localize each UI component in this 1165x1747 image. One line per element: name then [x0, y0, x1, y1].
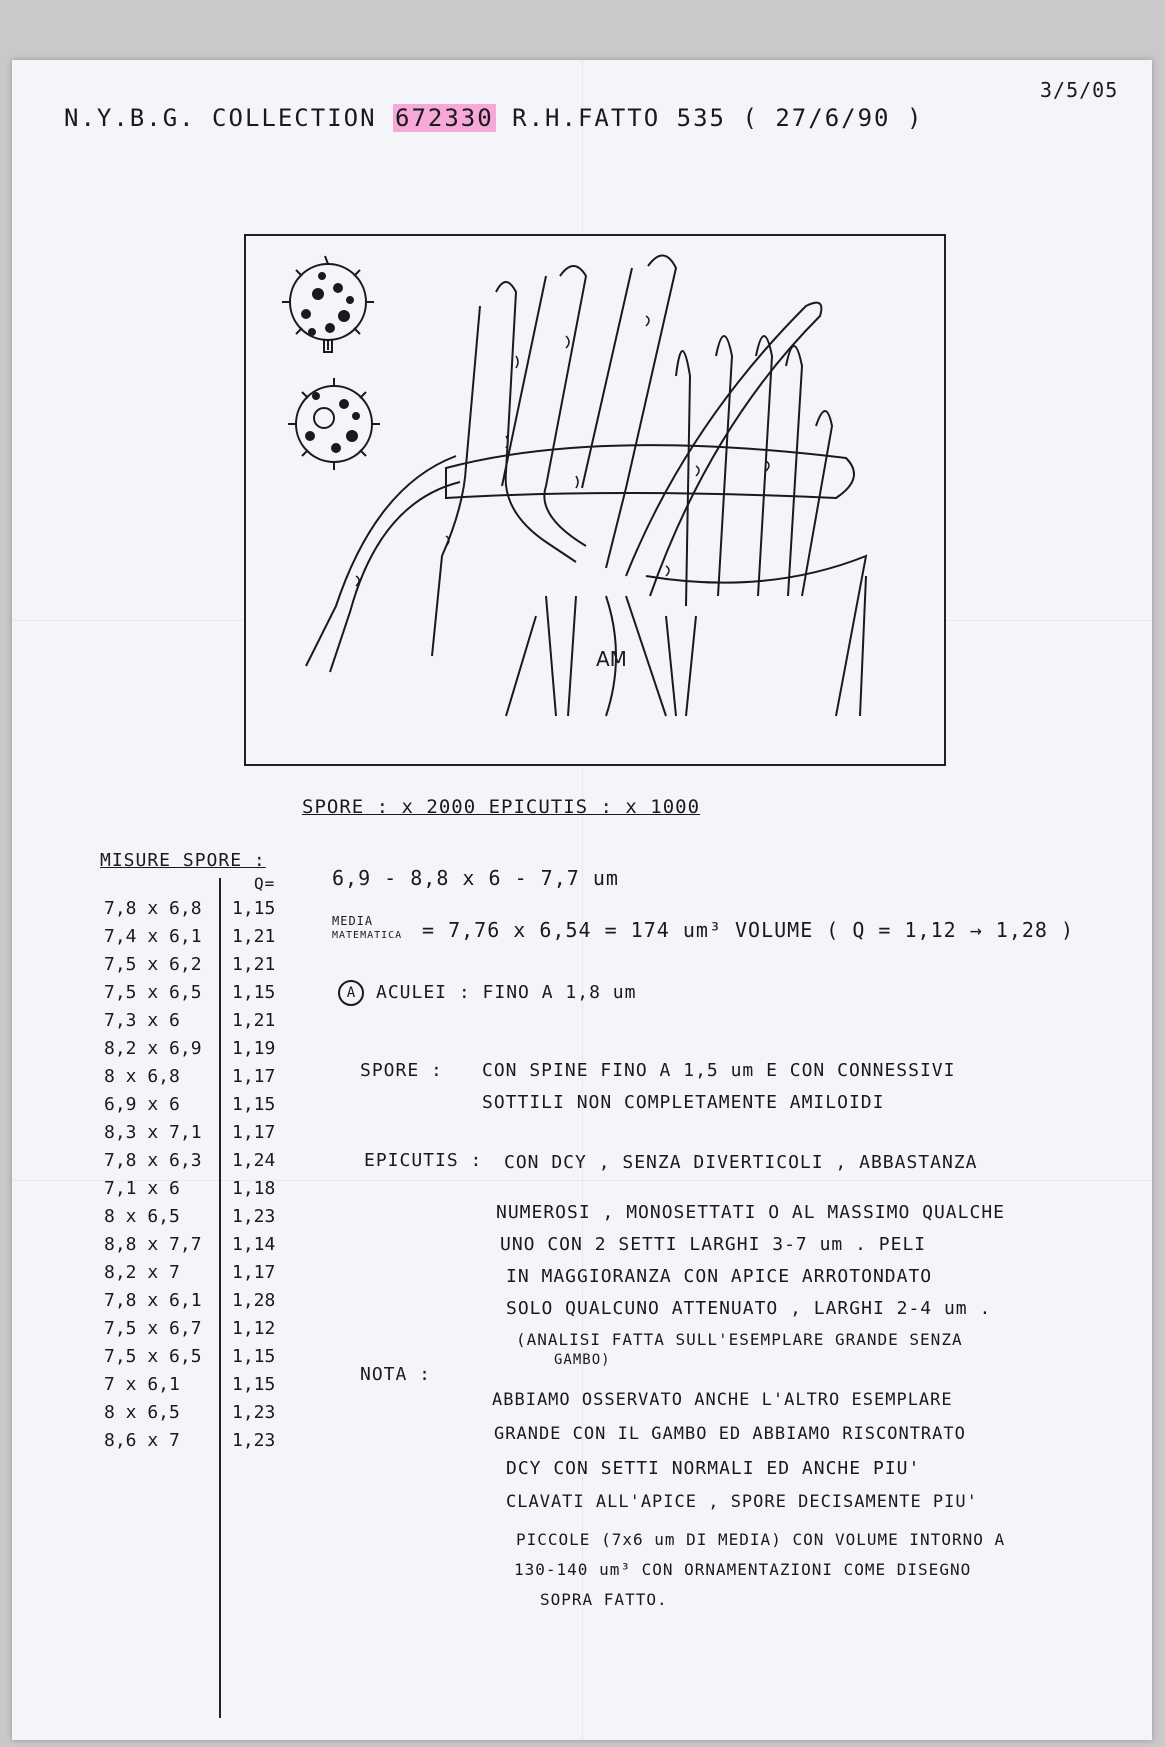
epicutis-line: NUMEROSI , MONOSETTATI O AL MASSIMO QUALCHE	[496, 1202, 1005, 1223]
microscope-drawing	[244, 234, 946, 766]
spore-q: 1,19	[232, 1038, 276, 1059]
spore-q: 1,23	[232, 1402, 276, 1423]
spore-size: 7,5 x 6,7	[104, 1318, 202, 1339]
header-suffix: R.H.FATTO 535 ( 27/6/90 )	[512, 104, 924, 132]
aculei-marker: A	[338, 980, 364, 1006]
spore-q: 1,15	[232, 898, 276, 919]
spore-q: 1,21	[232, 1010, 276, 1031]
spore-row	[104, 1374, 334, 1402]
spore-row	[104, 1262, 334, 1290]
spore-size: 7,3 x 6	[104, 1010, 180, 1031]
spore-drawing	[282, 256, 374, 352]
spore-row	[104, 1122, 334, 1150]
spore-q: 1,23	[232, 1430, 276, 1451]
drawing-signature: AM	[596, 647, 627, 671]
hyphae-spores-illustration	[246, 236, 944, 764]
spore-description: SOTTILI NON COMPLETAMENTE AMILOIDI	[482, 1092, 885, 1113]
nota-line: ABBIAMO OSSERVATO ANCHE L'ALTRO ESEMPLARE	[492, 1390, 953, 1410]
spore-size: 8,2 x 7	[104, 1262, 180, 1283]
spore-size: 7,8 x 6,3	[104, 1150, 202, 1171]
nota-line: 130-140 um³ CON ORNAMENTAZIONI COME DISEGNO	[514, 1560, 972, 1579]
spore-row	[104, 1178, 334, 1206]
collection-number-highlight: 672330	[395, 104, 494, 132]
spore-size: 7,4 x 6,1	[104, 926, 202, 947]
spore-row	[104, 1206, 334, 1234]
spore-q: 1,17	[232, 1262, 276, 1283]
spore-size: 7,8 x 6,8	[104, 898, 202, 919]
spore-size: 8,3 x 7,1	[104, 1122, 202, 1143]
spore-row	[104, 1402, 334, 1430]
hypha	[432, 306, 480, 656]
spore-q: 1,15	[232, 1094, 276, 1115]
spore-row	[104, 1094, 334, 1122]
nota-label: NOTA :	[360, 1364, 432, 1385]
spore-q: 1,21	[232, 954, 276, 975]
epicutis-line: UNO CON 2 SETTI LARGHI 3-7 um . PELI	[500, 1234, 927, 1255]
spore-size: 8 x 6,5	[104, 1206, 180, 1227]
spore-q: 1,21	[232, 926, 276, 947]
spore-drawing	[288, 378, 380, 470]
hypha	[544, 266, 586, 546]
spore-size: 7,5 x 6,5	[104, 1346, 202, 1367]
spore-row	[104, 1066, 334, 1094]
spore-size: 7,5 x 6,5	[104, 982, 202, 1003]
header-prefix: N.Y.B.G. COLLECTION	[64, 104, 377, 132]
epicutis-line: CON DCY , SENZA DIVERTICOLI , ABBASTANZA	[504, 1152, 978, 1173]
epicutis-line: GAMBO)	[554, 1352, 611, 1368]
q-column-header: Q=	[254, 874, 276, 893]
spore-q: 1,14	[232, 1234, 276, 1255]
spore-size: 7 x 6,1	[104, 1374, 180, 1395]
spore-row	[104, 1290, 334, 1318]
hypha	[582, 268, 632, 488]
spore-row	[104, 926, 334, 954]
spore-row	[104, 982, 334, 1010]
epicutis-label: EPICUTIS :	[364, 1150, 483, 1171]
nota-line: CLAVATI ALL'APICE , SPORE DECISAMENTE PIU'	[506, 1492, 978, 1512]
spore-row	[104, 1010, 334, 1038]
spore-size: 8,6 x 7	[104, 1430, 180, 1451]
spore-size: 8 x 6,8	[104, 1066, 180, 1087]
spore-size: 6,9 x 6	[104, 1094, 180, 1115]
spore-row	[104, 1318, 334, 1346]
spore-q: 1,28	[232, 1290, 276, 1311]
magnification-caption: SPORE : x 2000 EPICUTIS : x 1000	[302, 796, 701, 818]
date-mark: 3/5/05	[1040, 78, 1119, 102]
spore-range: 6,9 - 8,8 x 6 - 7,7 um	[332, 866, 619, 890]
spore-q: 1,17	[232, 1066, 276, 1087]
spore-q: 1,15	[232, 1374, 276, 1395]
spore-row	[104, 954, 334, 982]
media-label: MATEMATICA	[332, 930, 403, 941]
nota-line: SOPRA FATTO.	[540, 1590, 668, 1609]
nota-line: PICCOLE (7x6 um DI MEDIA) CON VOLUME INTORNO A	[516, 1530, 1006, 1549]
spore-description: CON SPINE FINO A 1,5 um E CON CONNESSIVI	[482, 1060, 956, 1081]
hypha	[606, 255, 676, 568]
spore-label: SPORE :	[360, 1060, 443, 1081]
spore-q: 1,24	[232, 1150, 276, 1171]
spore-size: 7,5 x 6,2	[104, 954, 202, 975]
spore-table-title: MISURE SPORE :	[100, 850, 266, 871]
spore-row	[104, 898, 334, 926]
paper-sheet	[12, 60, 1152, 1740]
spore-row	[104, 1234, 334, 1262]
spore-q: 1,12	[232, 1318, 276, 1339]
spore-row	[104, 1430, 334, 1458]
spore-size: 8 x 6,5	[104, 1402, 180, 1423]
nota-line: GRANDE CON IL GAMBO ED ABBIAMO RISCONTRATO	[494, 1424, 966, 1444]
spore-q: 1,18	[232, 1178, 276, 1199]
collection-header	[64, 104, 923, 132]
spore-q: 1,15	[232, 982, 276, 1003]
spore-row	[104, 1038, 334, 1066]
media-label: MEDIA	[332, 914, 374, 928]
hypha-contents	[356, 316, 769, 586]
media-value: = 7,76 x 6,54 = 174 um³ VOLUME ( Q = 1,12 → 1,28 )	[422, 918, 1075, 942]
aculei-note: ACULEI : FINO A 1,8 um	[376, 982, 637, 1003]
spore-size: 8,8 x 7,7	[104, 1234, 202, 1255]
spore-q: 1,15	[232, 1346, 276, 1367]
epicutis-line: (ANALISI FATTA SULL'ESEMPLARE GRANDE SENZA	[516, 1330, 963, 1349]
nota-line: DCY CON SETTI NORMALI ED ANCHE PIU'	[506, 1458, 921, 1479]
hypha	[646, 556, 866, 716]
spore-size: 7,8 x 6,1	[104, 1290, 202, 1311]
spore-row	[104, 1346, 334, 1374]
epicutis-line: IN MAGGIORANZA CON APICE ARROTONDATO	[506, 1266, 933, 1287]
epicutis-line: SOLO QUALCUNO ATTENUATO , LARGHI 2-4 um .	[506, 1298, 992, 1319]
spore-q: 1,23	[232, 1206, 276, 1227]
spore-q: 1,17	[232, 1122, 276, 1143]
spore-size: 7,1 x 6	[104, 1178, 180, 1199]
spore-row	[104, 1150, 334, 1178]
spore-size: 8,2 x 6,9	[104, 1038, 202, 1059]
